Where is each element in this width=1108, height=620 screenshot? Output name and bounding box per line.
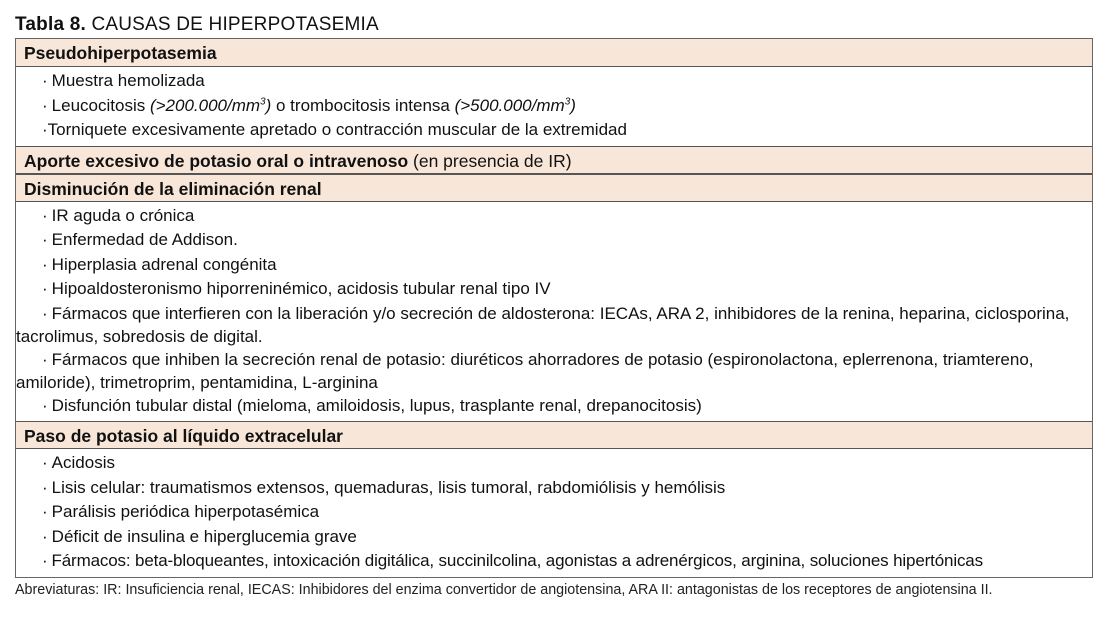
section-body-eliminacion <box>16 202 1092 422</box>
section-header-aporte: Aporte excesivo de potasio oral o intravenoso (en presencia de IR) <box>16 146 1092 174</box>
list-item: · IR aguda o crónica <box>42 205 195 225</box>
list-item: · Hiperplasia adrenal congénita <box>42 254 277 274</box>
list-item: · Fármacos que inhiben la secreción renal de potasio: diuréticos ahorradores de potasio (espironolactona, eplerrenona, triamtereno, amiloride), trimetroprim, pentamidina, L-arginina <box>16 349 1034 392</box>
list-item: · Enfermedad de Addison. <box>42 230 238 249</box>
section-body-pseudo <box>16 67 1092 146</box>
list-item: ·Torniquete excesivamente apretado o contracción muscular de la extremidad <box>42 120 627 139</box>
list-item: · Disfunción tubular distal (mieloma, amiloidosis, lupus, trasplante renal, drepanocitosis) <box>42 395 702 415</box>
list-item: · Hipoaldosteronismo hiporreninémico, acidosis tubular renal tipo IV <box>42 279 551 298</box>
table-number: Tabla 8. <box>15 14 86 35</box>
list-item: · Lisis celular: traumatismos extensos, quemaduras, lisis tumoral, rabdomiólisis y hemólisis <box>42 477 726 497</box>
list-item: · Déficit de insulina e hiperglucemia grave <box>42 526 357 546</box>
list-item: · Leucocitosis $(>200.000/mm^3)$ o trombocitosis intensa $(>500.000/mm^3)$ <box>42 95 576 115</box>
section-header-eliminacion: Disminución de la eliminación renal <box>16 174 1092 202</box>
table-caption: CAUSAS DE HIPERPOTASEMIA <box>91 14 379 35</box>
section-header-pseudo: Pseudohiperpotasemia <box>16 39 1092 67</box>
section-header-paso: Paso de potasio al líquido extracelular <box>16 421 1092 449</box>
footnote-abbreviations: Abreviaturas: IR: Insuficiencia renal, IECAS: Inhibidores del enzima convertidor de angiotensina, ARA II: antagonistas de los receptores de angiotensina II. <box>15 582 993 598</box>
causes-table <box>15 38 1093 578</box>
list-item: · Fármacos que interfieren con la liberación y/o secreción de aldosterona: IECAs, ARA 2, inhibidores de la renina, heparina, ciclosporina, tacrolimus, sobredosis de digital. <box>16 303 1070 346</box>
list-item: · Acidosis <box>42 453 115 472</box>
section-body-paso <box>16 449 1092 577</box>
list-item: · Fármacos: beta-bloqueantes, intoxicación digitálica, succinilcolina, agonistas a adrenérgicos, arginina, soluciones hipertónicas <box>42 551 983 570</box>
table-title <box>15 13 379 37</box>
list-item: · Muestra hemolizada <box>42 71 205 90</box>
list-item: · Parálisis periódica hiperpotasémica <box>42 502 320 521</box>
